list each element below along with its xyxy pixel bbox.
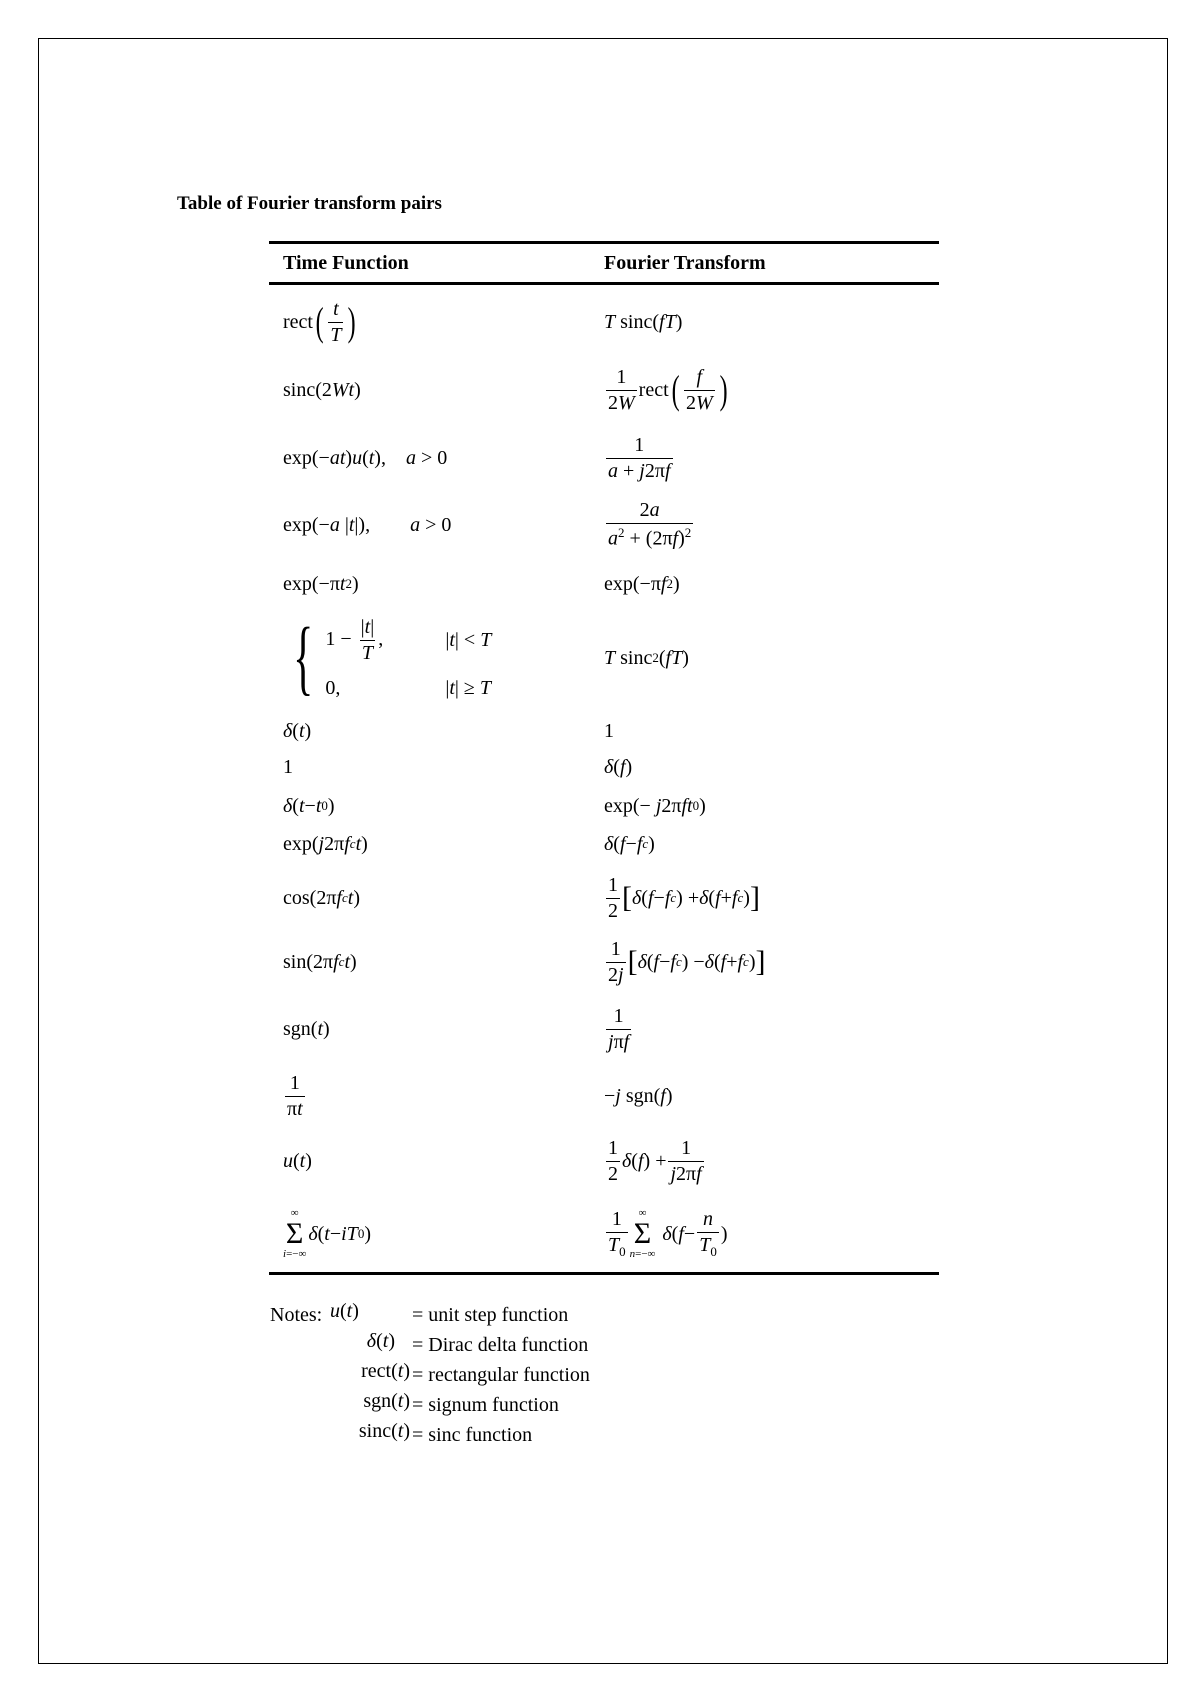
time-function-cell: 1 [283,755,293,778]
table-row [269,714,939,748]
table-row [269,294,939,350]
time-function-cell: exp(−π t 2 ) [283,572,359,595]
fourier-transform-cell: $\frac{1}{2}$ [ δ ( f − f c ) + δ ( f + f c ) ] [608,873,760,922]
time-function-cell: sgn( t ) [283,1017,330,1040]
fourier-transform-cell: $\frac{1}{2j}$ [ δ ( f − f c ) − δ ( f + f c ) ] [608,937,766,986]
fourier-transform-cell: $\frac{1}{\text{jπf}}$ [608,1004,630,1053]
note-definition: = Dirac delta function [412,1333,589,1356]
fourier-transform-cell: T sinc 2 ( fT ) [604,646,689,669]
fourier-transform-cell: exp(−π f 2 ) [604,572,680,595]
note-symbol: u(t) [330,1300,359,1322]
time-function-cell: $\frac{1}{\pi t}$ [287,1071,303,1120]
table-row [269,826,939,862]
page-title: Table of Fourier transform pairs [177,193,442,214]
note-definition: = signum function [412,1393,559,1416]
fourier-transform-cell: δ ( f − f c ) [604,832,655,855]
note-item [270,1360,670,1390]
note-symbol: sgn(t) [363,1390,410,1412]
note-item [270,1300,569,1330]
note-symbol: δ(t) [366,1330,410,1352]
note-definition: = rectangular function [412,1363,590,1386]
time-function-cell: δ ( t − t 0 ) [283,794,335,817]
note-item [270,1420,670,1450]
time-function-cell: u ( t ) [283,1149,312,1172]
table-row [269,1068,939,1124]
table-row [269,430,939,486]
fourier-transform-cell: $\frac{1}{a + j2\pi f}$ [608,433,671,482]
fourier-transform-cell: $\frac{1}{2}$ δ ( f ) + $\frac{1}{j2\pi f}$ [608,1136,702,1185]
fourier-transform-cell: 1 [604,719,614,742]
table-row [269,360,939,420]
time-function-cell: exp(− at ) u ( t ), a > 0 [283,446,448,469]
time-function-cell: sinc(2 Wt ) [283,378,361,401]
time-function-cell: exp(− a | t |), a > 0 [283,513,452,536]
header-time-function: Time Function [283,252,409,274]
table-row [269,1132,939,1190]
table-top-rule [269,241,939,244]
table-row [269,1200,939,1268]
header-fourier-transform: Fourier Transform [604,252,766,274]
fourier-transform-cell: $\frac{2a}{a^2 + (2\pi f)^2}$ [608,499,692,550]
table-row [269,1000,939,1058]
time-function-cell: exp( j 2π f c t ) [283,832,368,855]
fourier-transform-cell: $\frac{1}{2W}$ rect ( $\frac{f}{2W}$ ) [608,365,728,414]
note-symbol: sinc(t) [358,1420,410,1442]
table-row [269,566,939,602]
note-definition: = unit step function [412,1303,569,1326]
table-row [269,496,939,554]
fourier-transform-cell: T sinc( fT ) [604,310,683,333]
table-row [269,934,939,990]
table-bottom-rule [269,1272,939,1275]
note-item [270,1330,670,1360]
time-function-cell: sin(2π f c t ) [283,950,357,973]
fourier-transform-cell: $\frac{1}{T_0}$ ∞ Σ n=−∞ δ ( f − $\frac{n}{T_0}$ ) [608,1207,728,1260]
table-row [269,608,939,708]
note-item [270,1390,670,1420]
fourier-transform-cell: exp(− j 2π ft 0 ) [604,794,706,817]
time-function-cell: ∞ Σ i=−∞ δ ( t − iT 0 ) [283,1207,371,1260]
table-row [269,788,939,824]
fourier-transform-cell: δ ( f ) [604,755,633,778]
table-header-rule [269,282,939,285]
time-function-cell: δ ( t ) [283,719,312,742]
time-function-cell: { 1 − $\frac{|t|}{T}$ , |t| < T 0, |t| ≥ T [293,611,492,704]
fourier-transform-cell: − j sgn( f ) [604,1084,673,1107]
time-function-cell: cos(2π f c t ) [283,886,360,909]
time-function-cell: rect ( $\frac{t}{T}$ ) [283,297,357,346]
note-symbol: rect(t) [361,1360,410,1382]
table-row [269,870,939,926]
note-definition: = sinc function [412,1423,533,1446]
table-row [269,750,939,784]
notes-label: Notes: [270,1303,323,1326]
